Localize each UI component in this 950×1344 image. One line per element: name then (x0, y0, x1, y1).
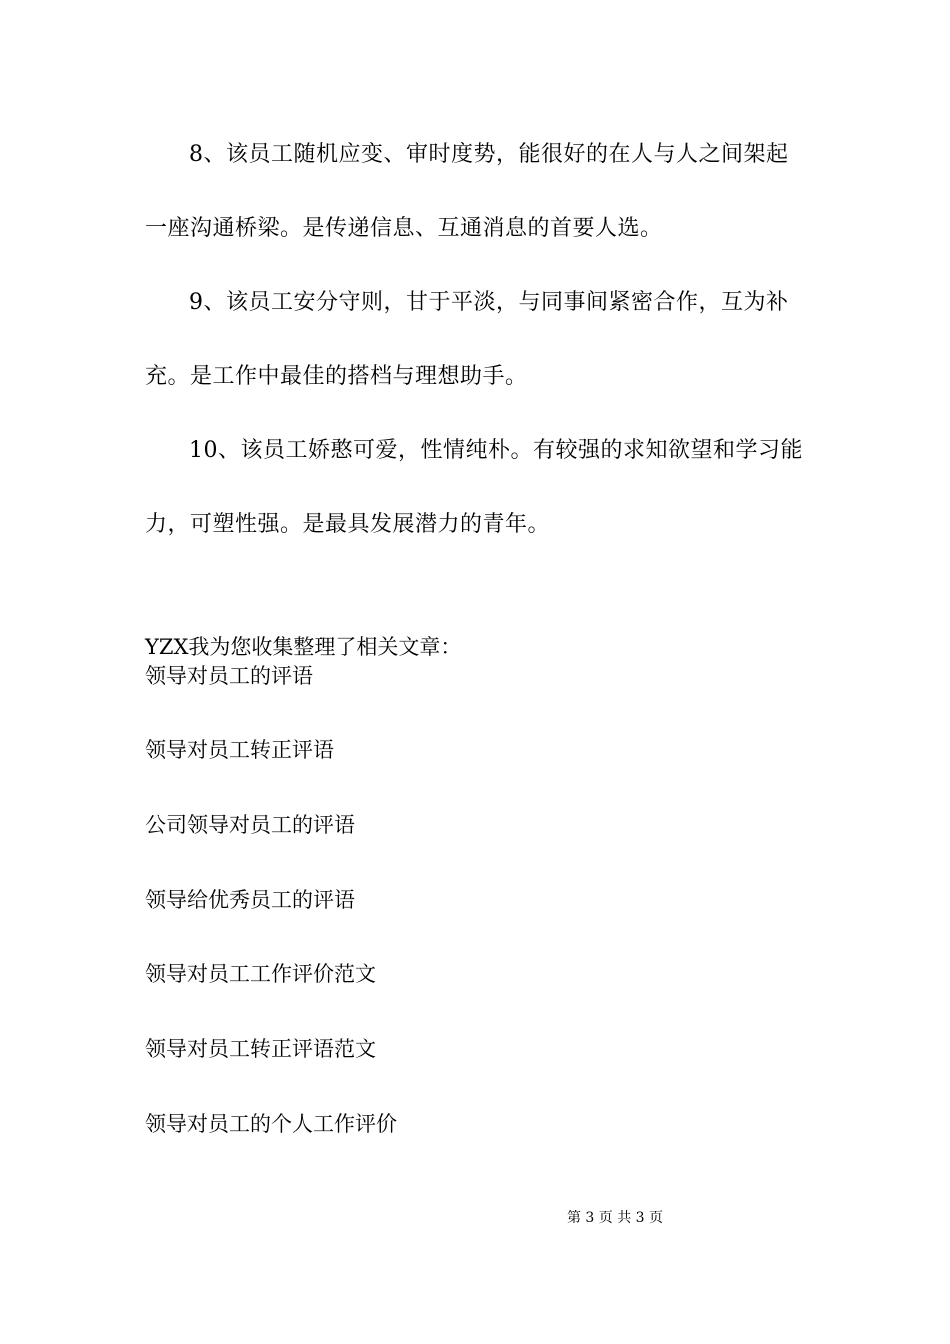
related-article-link[interactable]: 领导对员工的个人工作评价 (145, 1112, 397, 1136)
related-article-link[interactable]: 领导对员工转正评语 (145, 738, 334, 762)
related-article-link[interactable]: 领导对员工的评语 (145, 664, 313, 688)
related-article-link[interactable]: 公司领导对员工的评语 (145, 813, 355, 837)
related-article-link[interactable]: 领导给优秀员工的评语 (145, 888, 355, 912)
page-number-footer: 第 3 页 共 3 页 (566, 1210, 664, 1226)
paragraph-9: 9、该员工安分守则，甘于平淡，与同事间紧密合作，互为补充。是工作中最佳的搭档与理想助手。 (145, 290, 789, 389)
related-articles-intro: YZX我为您收集整理了相关文章： (145, 635, 462, 659)
related-article-link[interactable]: 领导对员工工作评价范文 (145, 962, 376, 986)
paragraph-8: 8、该员工随机应变、审时度势，能很好的在人与人之间架起一座沟通桥梁。是传递信息、互通消息的首要人选。 (145, 142, 789, 241)
related-article-link[interactable]: 领导对员工转正评语范文 (145, 1037, 376, 1061)
paragraph-10: 10、该员工娇憨可爱，性情纯朴。有较强的求知欲望和学习能力，可塑性强。是最具发展潜力的青年。 (145, 438, 803, 537)
